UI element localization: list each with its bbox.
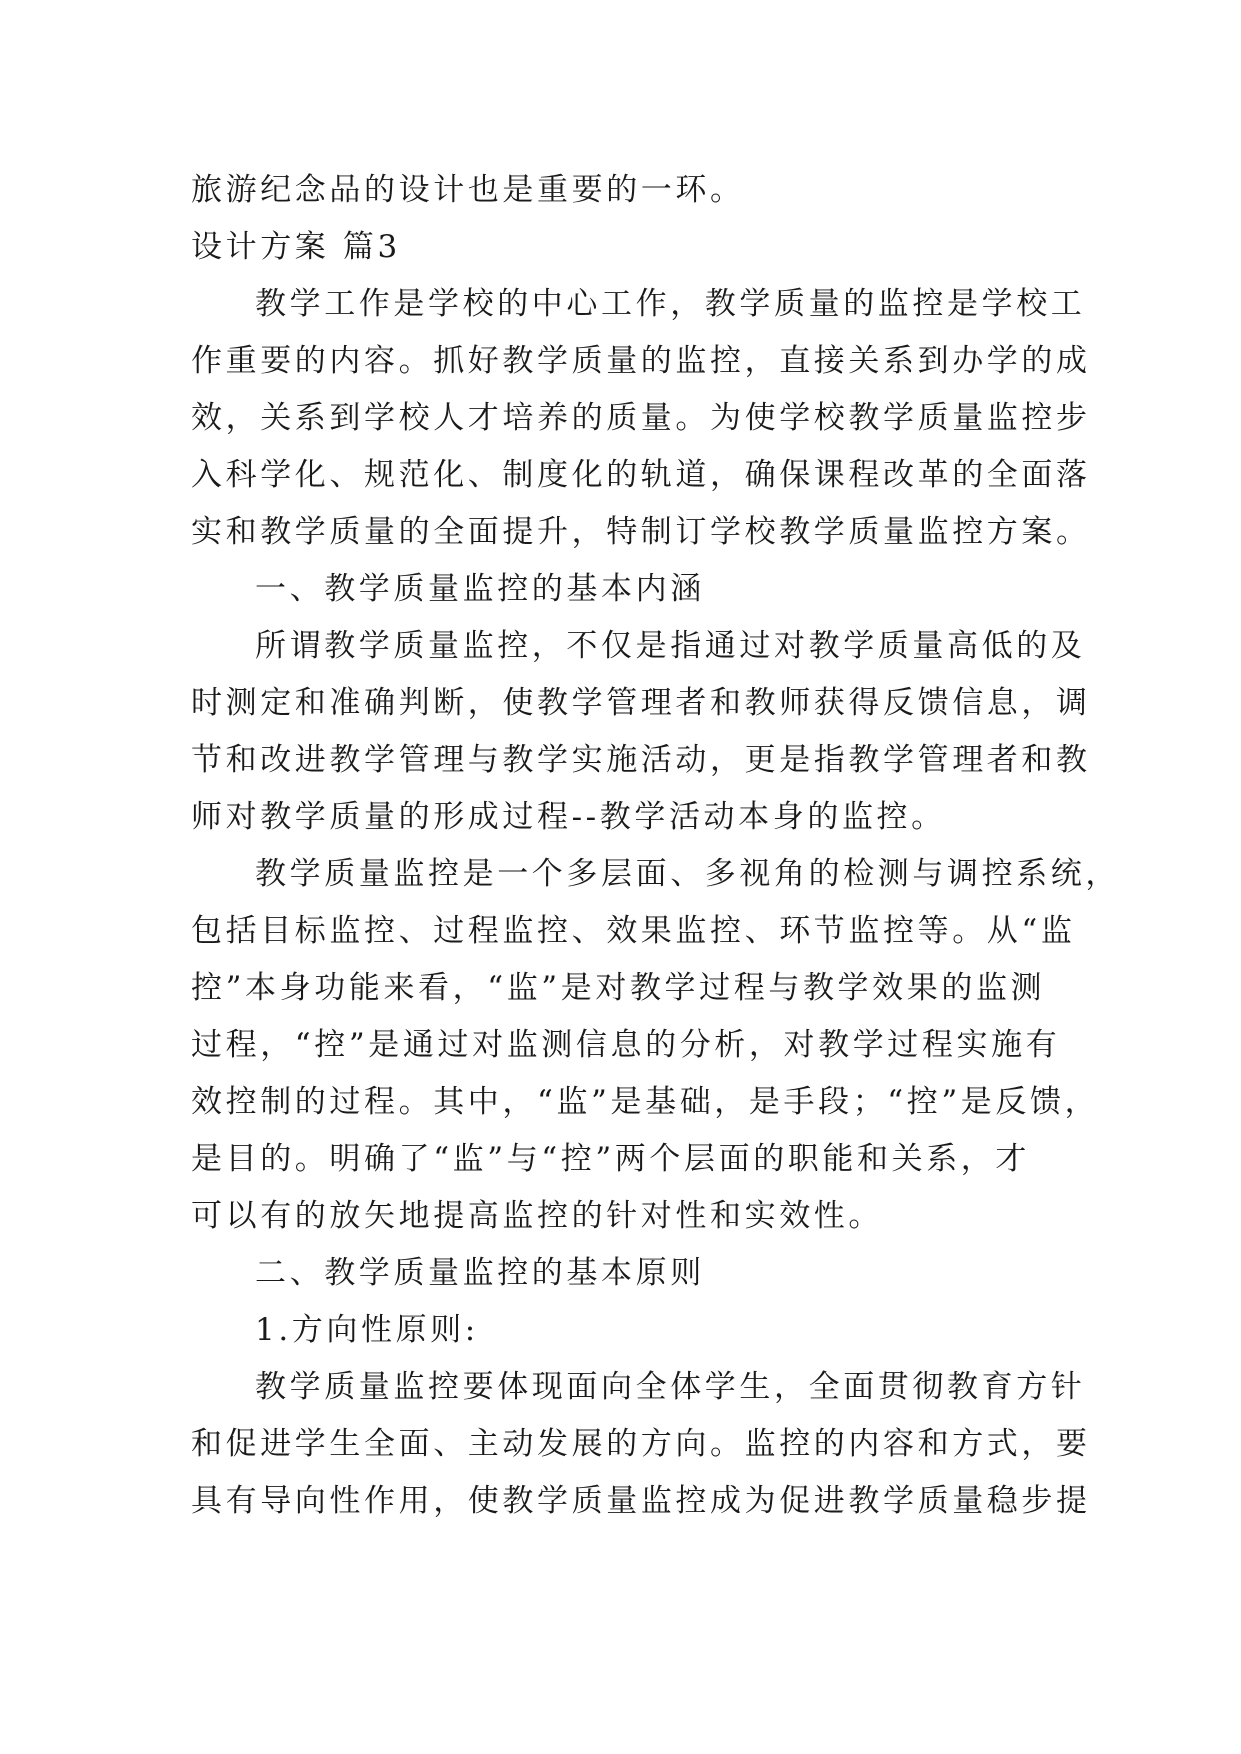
paragraph-line: 教学质量监控要体现面向全体学生，全面贯彻教育方针 [255,1369,1086,1405]
paragraph-line: 效，关系到学校人才培养的质量。为使学校教学质量监控步 [191,400,1091,436]
paragraph-line: 入科学化、规范化、制度化的轨道，确保课程改革的全面落 [191,457,1091,493]
paragraph-line: 包括目标监控、过程监控、效果监控、环节监控等。从“监 [191,913,1076,949]
paragraph-line: 节和改进教学管理与教学实施活动，更是指教学管理者和教 [191,742,1091,778]
paragraph-line: 教学工作是学校的中心工作，教学质量的监控是学校工 [255,286,1086,322]
subheading: 一、教学质量监控的基本内涵 [255,571,705,607]
paragraph-line: 所谓教学质量监控，不仅是指通过对教学质量高低的及 [255,628,1086,664]
text-line: 旅游纪念品的设计也是重要的一环。 [191,172,745,208]
paragraph-line: 控”本身功能来看，“监”是对教学过程与教学效果的监测 [191,970,1046,1006]
paragraph-line: 可以有的放矢地提高监控的针对性和实效性。 [191,1198,883,1234]
paragraph-line: 教学质量监控是一个多层面、多视角的检测与调控系统， [255,856,1120,892]
paragraph-line: 过程，“控”是通过对监测信息的分析，对教学过程实施有 [191,1027,1061,1063]
subheading: 二、教学质量监控的基本原则 [255,1255,705,1291]
paragraph-line: 师对教学质量的形成过程--教学活动本身的监控。 [191,799,946,835]
subheading: 1.方向性原则: [255,1312,479,1348]
paragraph-line: 时测定和准确判断，使教学管理者和教师获得反馈信息，调 [191,685,1091,721]
section-heading: 设计方案 篇3 [191,229,401,265]
paragraph-line: 具有导向性作用，使教学质量监控成为促进教学质量稳步提 [191,1483,1091,1519]
paragraph-line: 作重要的内容。抓好教学质量的监控，直接关系到办学的成 [191,343,1091,379]
paragraph-line: 实和教学质量的全面提升，特制订学校教学质量监控方案。 [191,514,1091,550]
paragraph-line: 和促进学生全面、主动发展的方向。监控的内容和方式，要 [191,1426,1091,1462]
paragraph-line: 效控制的过程。其中，“监”是基础，是手段；“控”是反馈， [191,1084,1100,1120]
paragraph-line: 是目的。明确了“监”与“控”两个层面的职能和关系，才 [191,1141,1030,1177]
